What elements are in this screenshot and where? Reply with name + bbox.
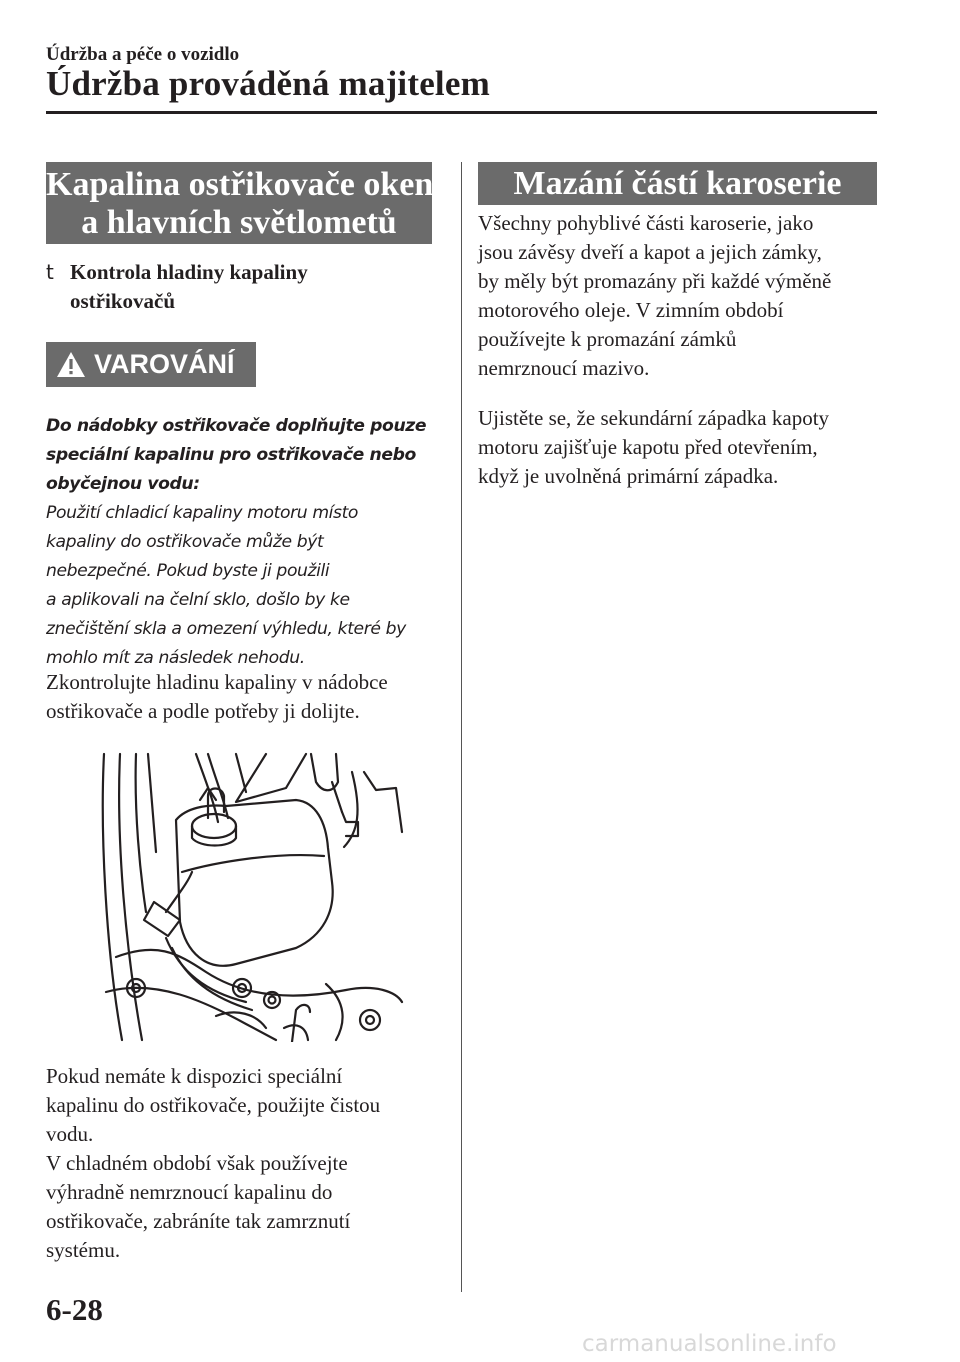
paragraph-line: motoru zajišťuje kapotu před otevřením,	[478, 435, 818, 459]
paragraph-line: motorového oleje. V zimním období	[478, 298, 784, 322]
page-number: 6-28	[46, 1292, 103, 1327]
warning-text	[46, 412, 442, 673]
paragraph-line: nemrznoucí mazivo.	[478, 356, 650, 380]
paragraph-line: ostřikovače, zabráníte tak zamrznutí	[46, 1209, 351, 1233]
header-rule	[46, 111, 877, 114]
warning-label-text: VAROVÁNÍ	[94, 349, 235, 379]
paragraph-line: Ujistěte se, že sekundární západka kapoty	[478, 406, 830, 430]
paragraph-line: používejte k promazání zámků	[478, 327, 737, 351]
breadcrumb: Údržba a péče o vozidlo	[46, 44, 240, 65]
warning-line: nebezpečné. Pokud byste ji použili	[46, 561, 330, 581]
paragraph-line: Pokud nemáte k dispozici speciální	[46, 1064, 343, 1088]
paragraph-line: by měly být promazány při každé výměně	[478, 269, 832, 293]
warning-line: mohlo mít za následek nehodu.	[46, 648, 305, 668]
warning-strong-line: obyčejnou vodu:	[46, 474, 200, 494]
paragraph-line: ostřikovače a podle potřeby ji dolijte.	[46, 699, 360, 723]
warning-strong-line: Do nádobky ostřikovače doplňujte pouze	[46, 416, 427, 436]
subheading-line: Kontrola hladiny kapaliny	[70, 260, 308, 284]
warning-line: a aplikovali na čelní sklo, došlo by ke	[46, 590, 350, 610]
paragraph-substitute-water	[46, 1062, 446, 1265]
section-banner-washer-fluid	[46, 162, 432, 244]
paragraph-line: systému.	[46, 1238, 121, 1262]
page-title: Údržba prováděná majitelem	[46, 64, 490, 103]
paragraph-line: Všechny pohyblivé části karoserie, jako	[478, 211, 814, 235]
paragraph-line: výhradně nemrznoucí kapalinu do	[46, 1180, 333, 1204]
column-divider	[461, 162, 462, 1292]
warning-line: kapaliny do ostřikovače může být	[46, 532, 324, 552]
paragraph-line: kapalinu do ostřikovače, použijte čistou	[46, 1093, 381, 1117]
paragraph-line: vodu.	[46, 1122, 94, 1146]
paragraph-line: jsou závěsy dveří a kapot a jejich zámky,	[478, 240, 822, 264]
banner-line: a hlavních světlometů	[81, 204, 397, 241]
paragraph-line: když je uvolněná primární západka.	[478, 464, 779, 488]
paragraph-lubrication	[478, 209, 878, 383]
warning-label	[46, 342, 256, 387]
subheading-line: ostřikovačů	[70, 289, 175, 313]
warning-line: znečištění skla a omezení výhledu, které by	[46, 619, 406, 639]
warning-line: Použití chladicí kapaliny motoru místo	[46, 503, 359, 523]
subheading-fluid-level-check	[46, 258, 446, 316]
watermark: carmanualsonline.info	[582, 1331, 837, 1357]
warning-triangle-icon	[56, 351, 86, 378]
paragraph-line: V chladném období však používejte	[46, 1151, 348, 1175]
warning-strong-line: speciální kapalinu pro ostřikovače nebo	[46, 445, 416, 465]
banner-line: Kapalina ostřikovače oken	[46, 166, 434, 203]
paragraph-check-level	[46, 668, 446, 726]
section-banner-body-lubrication: Mazání částí karoserie	[478, 162, 877, 205]
washer-reservoir-illustration	[96, 752, 406, 1042]
bullet-marker: t	[46, 260, 54, 284]
paragraph-hood-latch	[478, 404, 878, 491]
paragraph-line: Zkontrolujte hladinu kapaliny v nádobce	[46, 670, 388, 694]
